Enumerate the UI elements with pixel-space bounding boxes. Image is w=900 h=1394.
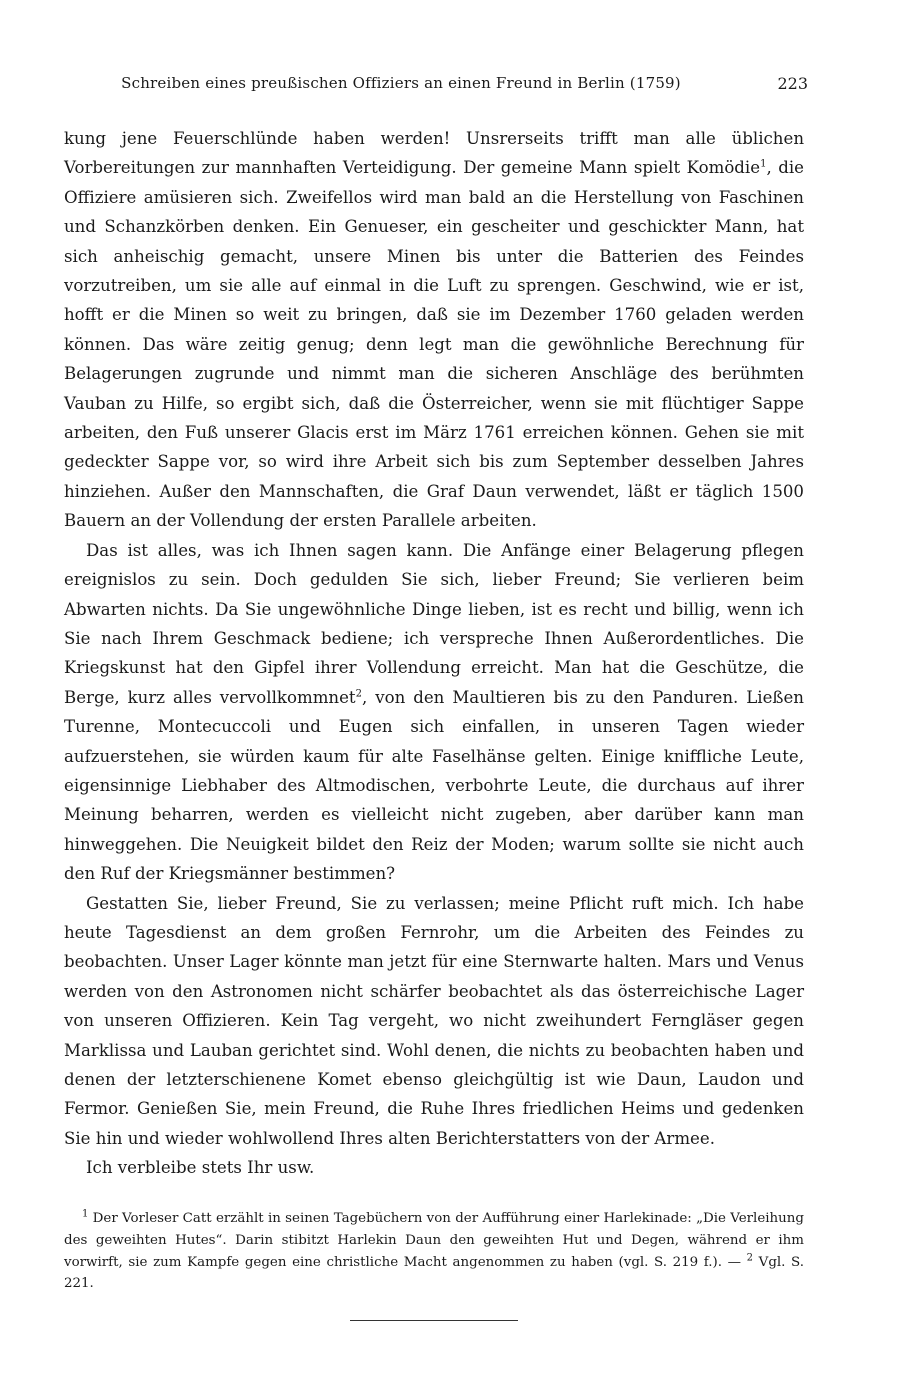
paragraph-text: , die Offiziere amüsieren sich. Zweifellos wird man bald an die Herstellung von Faschinen und Schanzkörben denken. Ein Genueser, ein gescheiter und geschickter Mann, hat sich anheischig gemacht, unsere Minen bis unter die Batterien des Feindes vorzutreiben, um sie alle auf einmal in die Luft zu sprengen. Geschwind, wie er ist, hofft er die Minen so weit zu bringen, daß sie im Dezember 1760 geladen werden können. Das wäre zeitig genug; denn legt man die gewöhnliche Berechnung für Belagerungen zugrunde und nimmt man die sicheren Anschläge des berühmten Vauban zu Hilfe, so ergibt sich, daß die Österreicher, wenn sie mit flüchtiger Sappe arbeiten, den Fuß unserer Glacis erst im März 1761 erreichen können. Gehen sie mit gedeckter Sappe vor, so wird ihre Arbeit sich bis zum September desselben Jahres hinziehen. Außer den Mannschaften, die Graf Daun verwendet, läßt er täglich 1500 Bauern an der Vollendung der ersten Parallele arbeiten. [64, 158, 804, 531]
paragraph-text: kung jene Feuerschlünde haben werden! Unsrerseits trifft man alle üblichen Vorbereitungen zur mannhaften Verteidigung. Der gemeine Mann spielt Komödie [64, 129, 804, 178]
footnote-text: Der Vorleser Catt erzählt in seinen Tagebüchern von der Aufführung einer Harlekinade: „Die Verleihung des geweihten Hutes“. Darin stibitzt Harlekin Daun den geweihten Hut und Degen, während er ihm vorwirft, sie zum Kampfe gegen eine christliche Macht angenommen zu haben (vgl. S. 219 f.). — [64, 1211, 804, 1270]
footnote-marker: 1 [82, 1208, 89, 1220]
footnote-marker: 2 [746, 1252, 754, 1264]
paragraph-text: , von den Maultieren bis zu den Panduren. Ließen Turenne, Montecuccoli und Eugen sich einfallen, in unseren Tagen wieder aufzuerstehen, sie würden kaum für alte Faselhänse gelten. Einige kniffliche Leute, eigensinnige Liebhaber des Altmodischen, verbohrte Leute, die durchaus auf ihrer Meinung beharren, werden es vielleicht nicht zugeben, aber darüber kann man hinweggehen. Die Neuigkeit bildet den Reiz der Moden; warum sollte sie nicht auch den Ruf der Kriegsmänner bestimmen? [64, 687, 804, 884]
paragraph [64, 124, 804, 536]
running-header [64, 74, 808, 102]
page-number: 223 [777, 74, 808, 93]
end-rule [350, 1320, 518, 1321]
paragraph-text: Das ist alles, was ich Ihnen sagen kann. Die Anfänge einer Belagerung pflegen ereignislos zu sein. Doch gedulden Sie sich, lieber Freund; Sie verlieren beim Abwarten nichts. Da Sie ungewöhnliche Dinge lieben, ist es recht und billig, wenn ich Sie nach Ihrem Geschmack bediene; ich verspreche Ihnen Außerordentliches. Die Kriegskunst hat den Gipfel ihrer Vollendung erreicht. Man hat die Geschütze, die Berge, kurz alles vervollkommnet [64, 540, 804, 707]
body-text [64, 124, 804, 1183]
paragraph [64, 536, 804, 889]
footnote [64, 1208, 804, 1295]
footnote-ref: 1 [760, 158, 767, 170]
footnotes [64, 1208, 804, 1295]
running-title: Schreiben eines preußischen Offiziers an einen Freund in Berlin (1759) [121, 74, 681, 92]
paragraph: Gestatten Sie, lieber Freund, Sie zu verlassen; meine Pflicht ruft mich. Ich habe heute Tagesdienst an dem großen Fernrohr, um die Arbeiten des Feindes zu beobachten. Unser Lager könnte man jetzt für eine Sternwarte halten. Mars und Venus werden von den Astronomen nicht schärfer beobachtet als das österreichische Lager von unseren Offizieren. Kein Tag vergeht, wo nicht zweihundert Ferngläser gegen Marklissa und Lauban gerichtet sind. Wohl denen, die nichts zu beobachten haben und denen der letzterschienene Komet ebenso gleichgültig ist wie Daun, Laudon und Fermor. Genießen Sie, mein Freund, die Ruhe Ihres friedlichen Heims und gedenken Sie hin und wieder wohlwollend Ihres alten Berichterstatters von der Armee. [64, 893, 804, 1148]
closing-line: Ich verbleibe stets Ihr usw. [86, 1158, 315, 1178]
footnote-ref: 2 [355, 688, 362, 700]
footnote-text: Vgl. S. 221. [64, 1254, 805, 1292]
